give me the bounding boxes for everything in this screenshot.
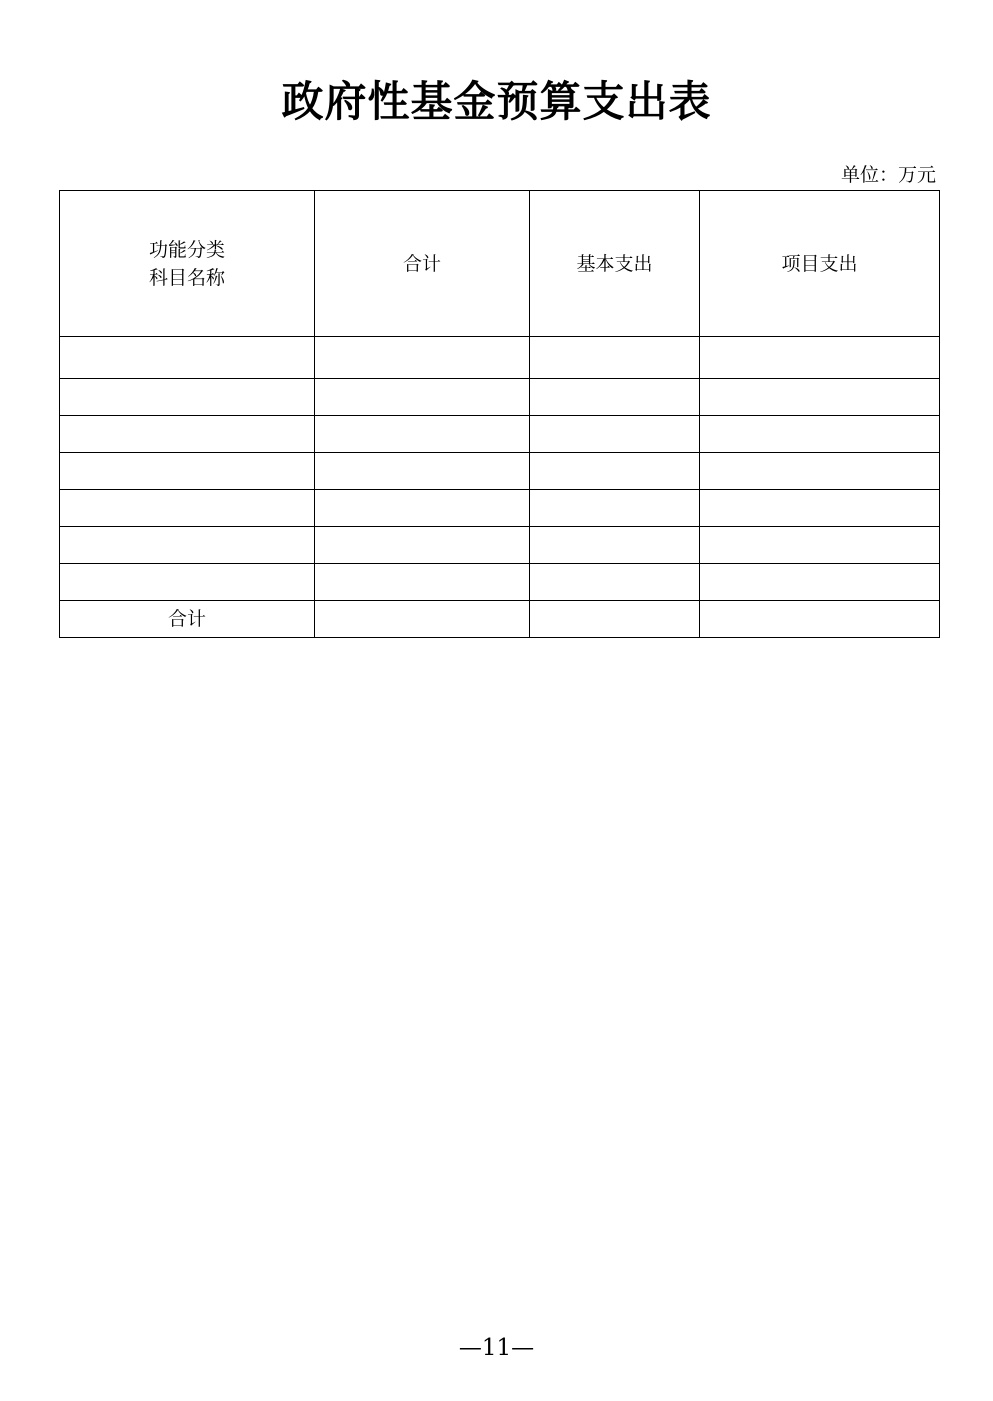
table-row	[60, 527, 940, 564]
table-cell	[700, 564, 940, 601]
table-cell	[60, 337, 315, 379]
table-cell	[60, 379, 315, 416]
table-cell	[700, 416, 940, 453]
header-total: 合计	[315, 191, 530, 337]
table-cell	[530, 490, 700, 527]
table-cell	[700, 379, 940, 416]
header-category	[60, 191, 315, 337]
table-cell	[315, 379, 530, 416]
table-header-row	[60, 191, 940, 337]
table-cell	[60, 490, 315, 527]
table-row	[60, 379, 940, 416]
table-row	[60, 490, 940, 527]
total-row-label: 合计	[60, 601, 315, 638]
table-cell	[60, 527, 315, 564]
table-cell	[315, 564, 530, 601]
table-cell	[700, 453, 940, 490]
table-cell	[60, 564, 315, 601]
table-cell	[530, 453, 700, 490]
header-basic-expenditure: 基本支出	[530, 191, 700, 337]
table-cell	[530, 416, 700, 453]
header-category-line2: 科目名称	[148, 266, 225, 289]
header-project-expenditure: 项目支出	[700, 191, 940, 337]
table-cell	[315, 527, 530, 564]
table-cell	[530, 527, 700, 564]
table-cell	[700, 490, 940, 527]
table-row	[60, 564, 940, 601]
table-cell	[530, 379, 700, 416]
header-category-line1: 功能分类	[148, 238, 225, 261]
table-cell	[315, 453, 530, 490]
table-cell	[60, 453, 315, 490]
table-cell	[700, 527, 940, 564]
table-cell	[315, 416, 530, 453]
table-cell	[315, 490, 530, 527]
table-cell	[315, 337, 530, 379]
table-row	[60, 337, 940, 379]
table-cell	[60, 416, 315, 453]
table-cell	[530, 337, 700, 379]
budget-table	[59, 190, 940, 638]
page-title: 政府性基金预算支出表	[281, 77, 712, 126]
unit-label: 单位：万元	[840, 164, 936, 186]
table-row	[60, 453, 940, 490]
page-number: —11—	[458, 1335, 535, 1361]
table-cell	[700, 337, 940, 379]
total-row-total	[315, 601, 530, 638]
total-row-project	[700, 601, 940, 638]
total-row-basic	[530, 601, 700, 638]
table-cell	[530, 564, 700, 601]
table-row	[60, 416, 940, 453]
table-total-row	[60, 601, 940, 638]
